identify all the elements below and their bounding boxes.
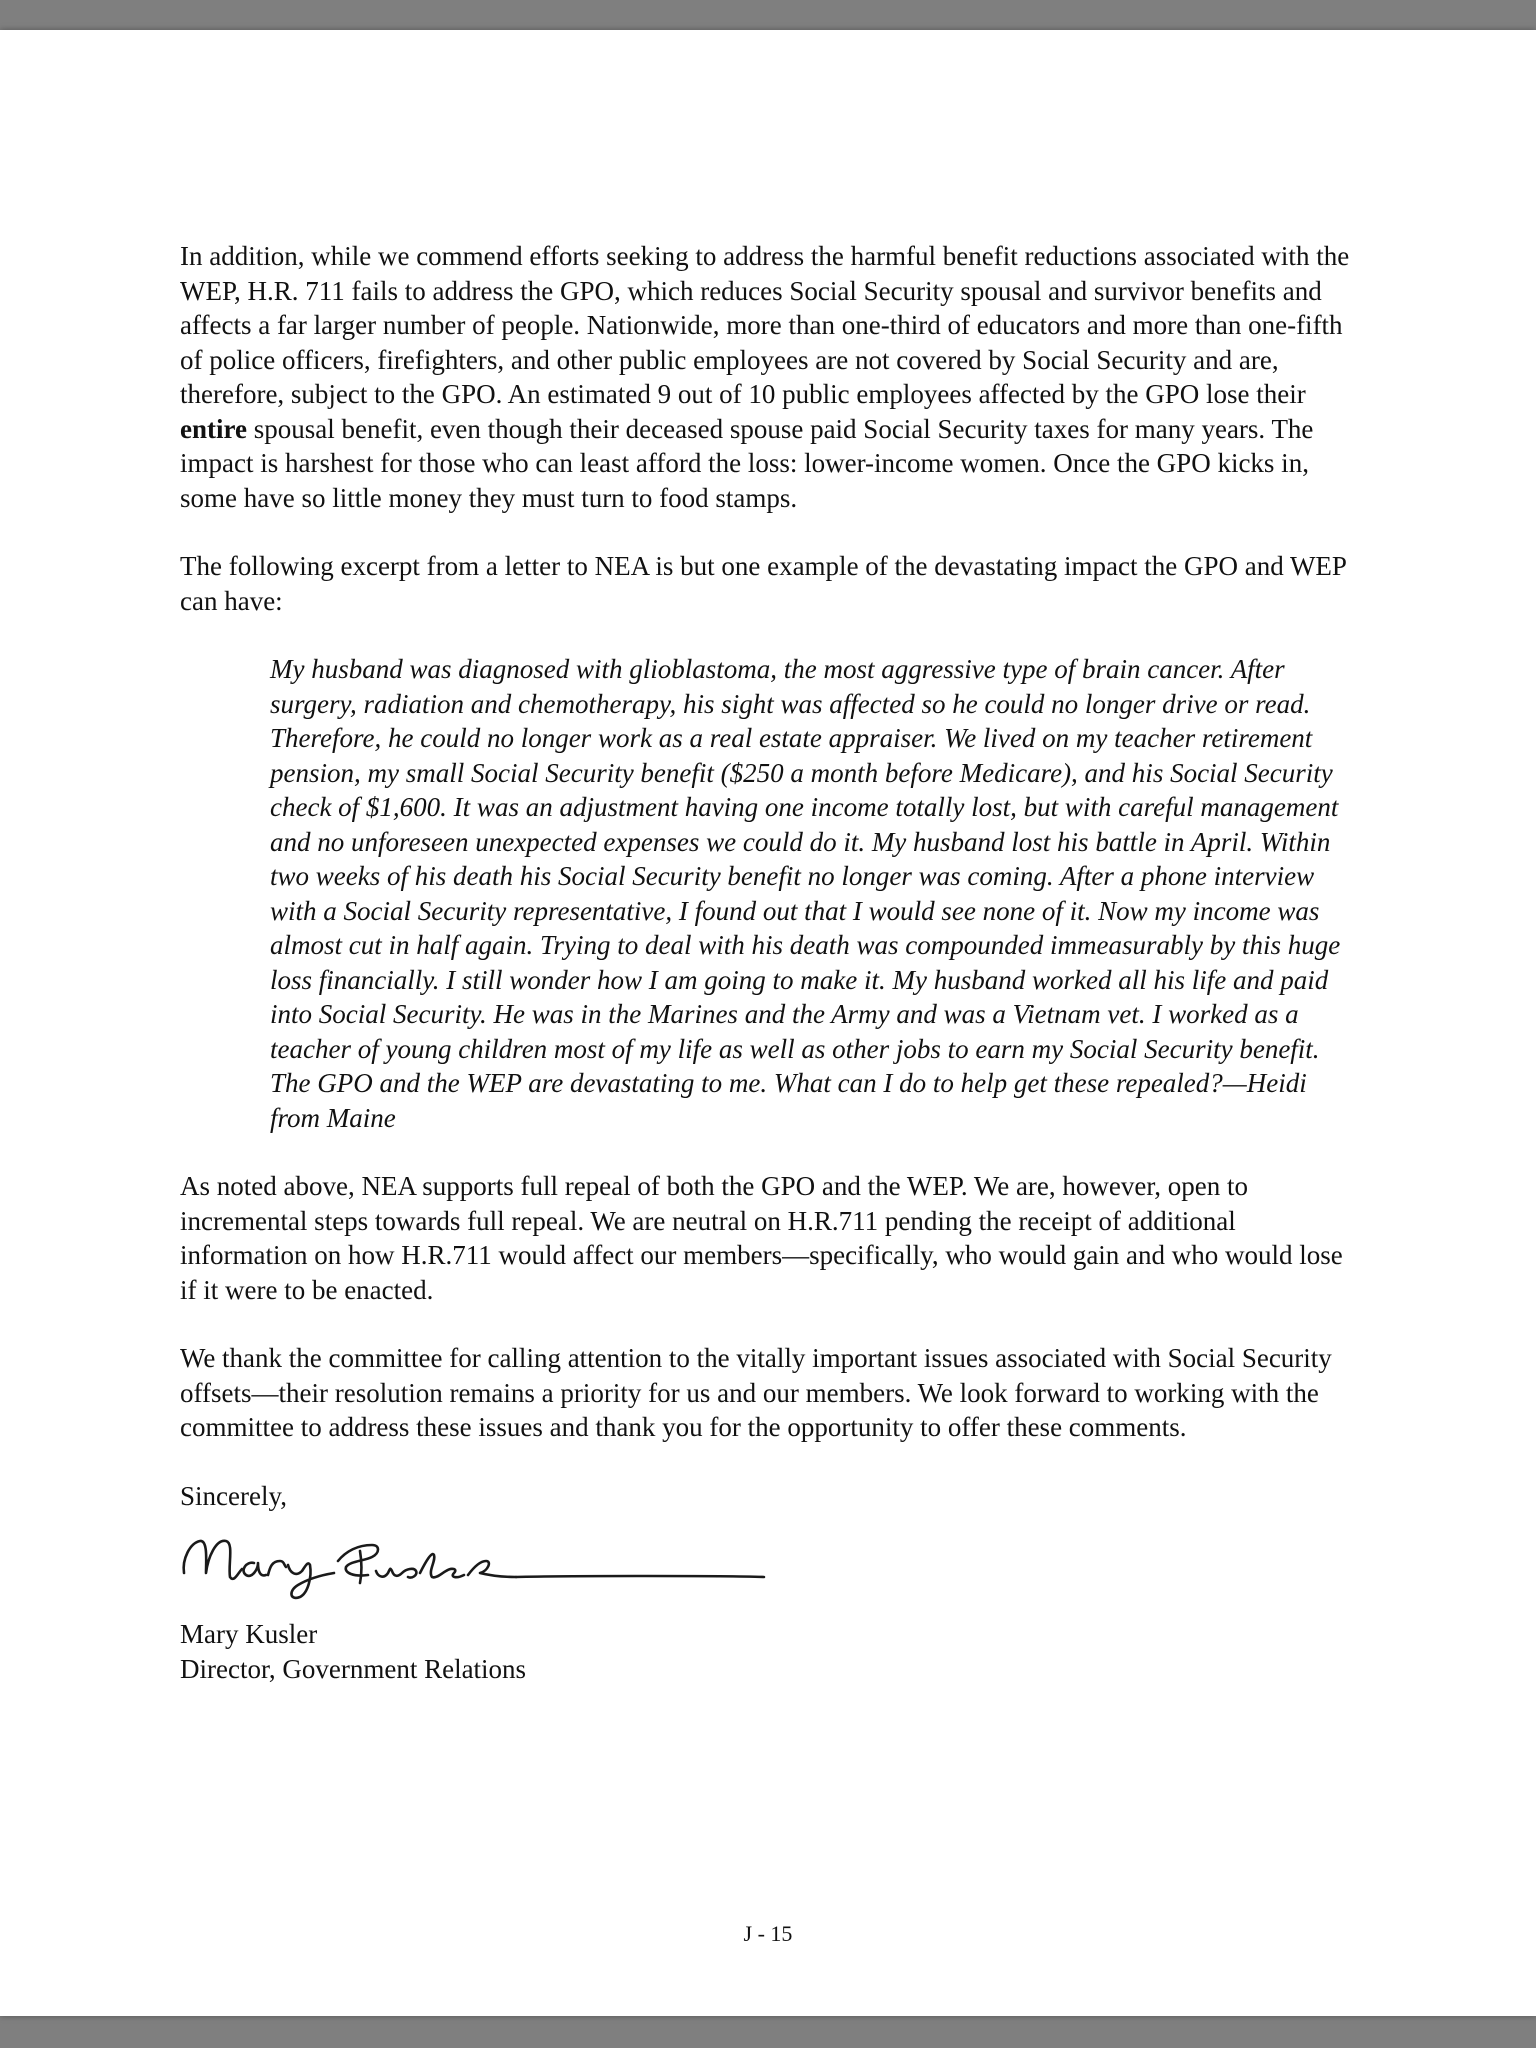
document-page: [0, 30, 1536, 2016]
signer-title: Director, Government Relations: [180, 1653, 527, 1684]
letter-excerpt-quote: My husband was diagnosed with glioblastoma, the most aggressive type of brain cancer. After surgery, radiation and chemotherapy, his sight was affected so he could no longer drive or read. Therefore, he could no longer work as a real estate appraiser. We lived on my teacher retirement pension, my small Social Security benefit ($250 a month before Medicare), and his Social Security check of $1,600. It was an adjustment having one income totally lost, but with careful management and no unforeseen unexpected expenses we could do it. My husband lost his battle in April. Within two weeks of his death his Social Security benefit no longer was coming. After a phone interview with a Social Security representative, I found out that I would see none of it. Now my income was almost cut in half again. Trying to deal with his death was compounded immeasurably by this huge loss financially. I still wonder how I am going to make it. My husband worked all his life and paid into Social Security. He was in the Marines and the Army and was a Vietnam vet. I worked as a teacher of young children most of my life as well as other jobs to earn my Social Security benefit. The GPO and the WEP are devastating to me. What can I do to help get these repealed?—Heidi from Maine: [270, 654, 1341, 1133]
paragraph-text: In addition, while we commend efforts seeking to address the harmful benefit reductions associated with the WEP, H.R. 711 fails to address the GPO, which reduces Social Security spousal and survivor benefits and affects a far larger number of people. Nationwide, more than one-third of educators and more than one-fifth of police officers, firefighters, and other public employees are not covered by Social Security and are, therefore, subject to the GPO. An estimated 9 out of 10 public employees affected by the GPO lose their: [180, 241, 1350, 409]
page-number: J - 15: [743, 1921, 793, 1946]
signer-block: [180, 1617, 1360, 1686]
paragraph-text: spousal benefit, even though their deceased spouse paid Social Security taxes for many years. The impact is harshest for those who can least afford the loss: lower-income women. Once the GPO kicks in, some have so little money they must turn to food stamps.: [180, 413, 1314, 513]
paragraph-thanks: We thank the committee for calling attention to the vitally important issues associated with Social Security offsets—their resolution remains a priority for us and our members. We look forward to working with the committee to address these issues and thank you for the opportunity to offer these comments.: [180, 1343, 1332, 1442]
signer-name: Mary Kusler: [180, 1619, 318, 1649]
letter-body: [180, 239, 1360, 1686]
paragraph-excerpt-intro: The following excerpt from a letter to NEA is but one example of the devastating impact the GPO and WEP can have:: [180, 551, 1346, 616]
closing-salutation: Sincerely,: [180, 1480, 287, 1511]
emphasis-entire: entire: [180, 413, 247, 444]
paragraph-nea-position: As noted above, NEA supports full repeal of both the GPO and the WEP. We are, however, open to incremental steps towards full repeal. We are neutral on H.R.711 pending the receipt of additional information on how H.R.711 would affect our members—specifically, who would gain and who would lose if it were to be enacted.: [180, 1171, 1343, 1305]
handwritten-signature: [176, 1521, 776, 1613]
paragraph-gpo-impact: [180, 239, 1360, 515]
